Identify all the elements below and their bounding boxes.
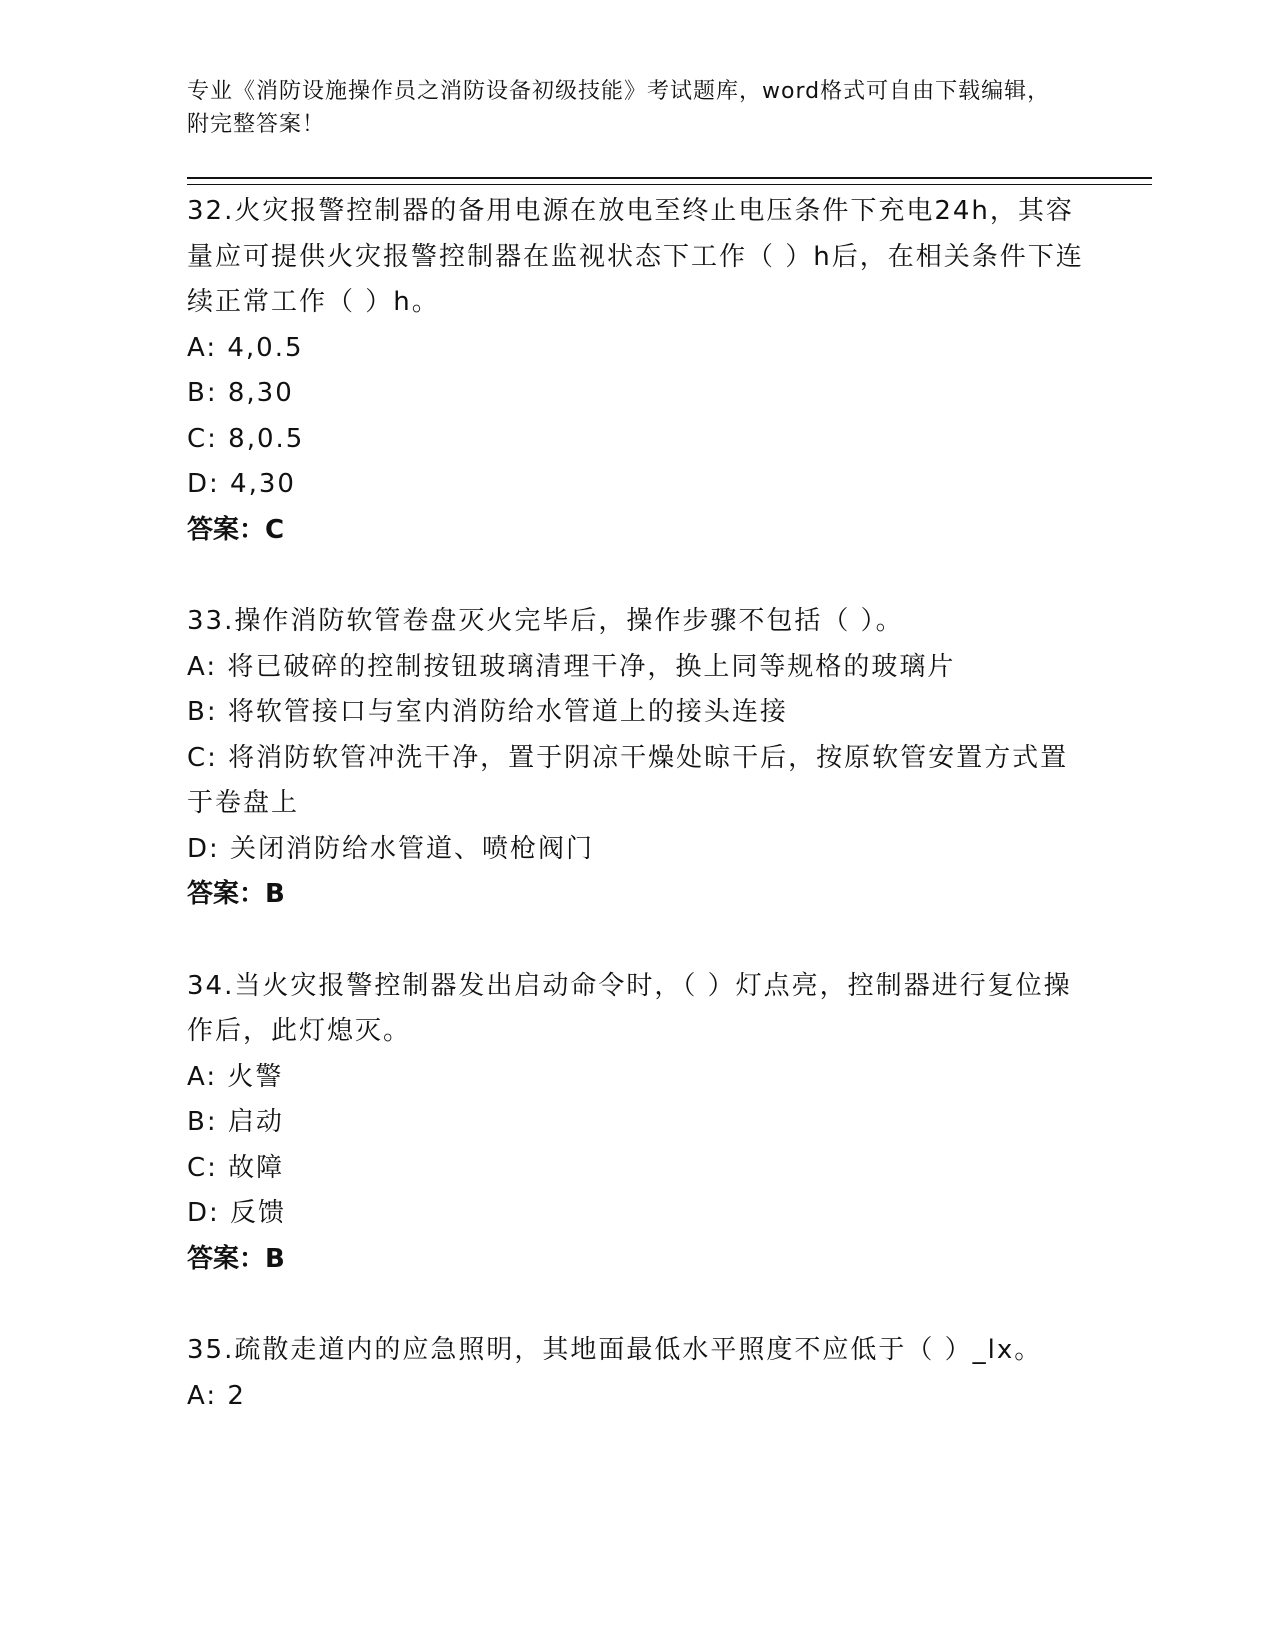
- header-divider-thick: [187, 177, 1152, 179]
- question-stem: 34.当火灾报警控制器发出启动命令时，（ ）灯点亮，控制器进行复位操作后，此灯熄灭。: [187, 970, 1072, 1046]
- option-d: D: 反馈: [187, 1198, 287, 1228]
- question-stem: 33.操作消防软管卷盘灭火完毕后，操作步骤不包括（ ）。: [187, 606, 904, 636]
- question-stem: 35.疏散走道内的应急照明，其地面最低水平照度不应低于（ ）_lx。: [187, 1335, 1043, 1365]
- header-divider-thin: [187, 184, 1152, 185]
- option-a: A: 4,0.5: [187, 332, 304, 363]
- option-d: D: 关闭消防给水管道、喷枪阀门: [187, 833, 595, 864]
- question-35: [187, 1328, 1087, 1419]
- option-c: C: 8,0.5: [187, 423, 305, 454]
- question-32: [187, 189, 1087, 553]
- option-a: A: 火警: [187, 1061, 284, 1092]
- option-a: A: 2: [187, 1380, 246, 1411]
- answer: 答案：C: [187, 514, 285, 545]
- option-d: D: 4,30: [187, 469, 296, 499]
- option-a: A: 将已破碎的控制按钮玻璃清理干净，换上同等规格的玻璃片: [187, 651, 956, 682]
- question-33: [187, 599, 1087, 918]
- option-b: B: 8,30: [187, 378, 294, 408]
- question-list: [187, 189, 1087, 1465]
- answer: 答案：B: [187, 1243, 285, 1274]
- question-stem: 32.火灾报警控制器的备用电源在放电至终止电压条件下充电24h，其容量应可提供火灾报警控制器在监视状态下工作（ ）h后，在相关条件下连续正常工作（ ）h。: [187, 196, 1084, 317]
- option-b: B: 启动: [187, 1107, 284, 1137]
- option-c: C: 故障: [187, 1152, 285, 1183]
- question-34: [187, 964, 1087, 1283]
- option-b: B: 将软管接口与室内消防给水管道上的接头连接: [187, 697, 788, 727]
- document-header: 专业《消防设施操作员之消防设备初级技能》考试题库，word格式可自由下载编辑，附完整答案！: [187, 79, 1051, 137]
- answer: 答案：B: [187, 879, 285, 909]
- option-c: C: 将消防软管冲洗干净，置于阴凉干燥处晾干后，按原软管安置方式置于卷盘上: [187, 742, 1069, 818]
